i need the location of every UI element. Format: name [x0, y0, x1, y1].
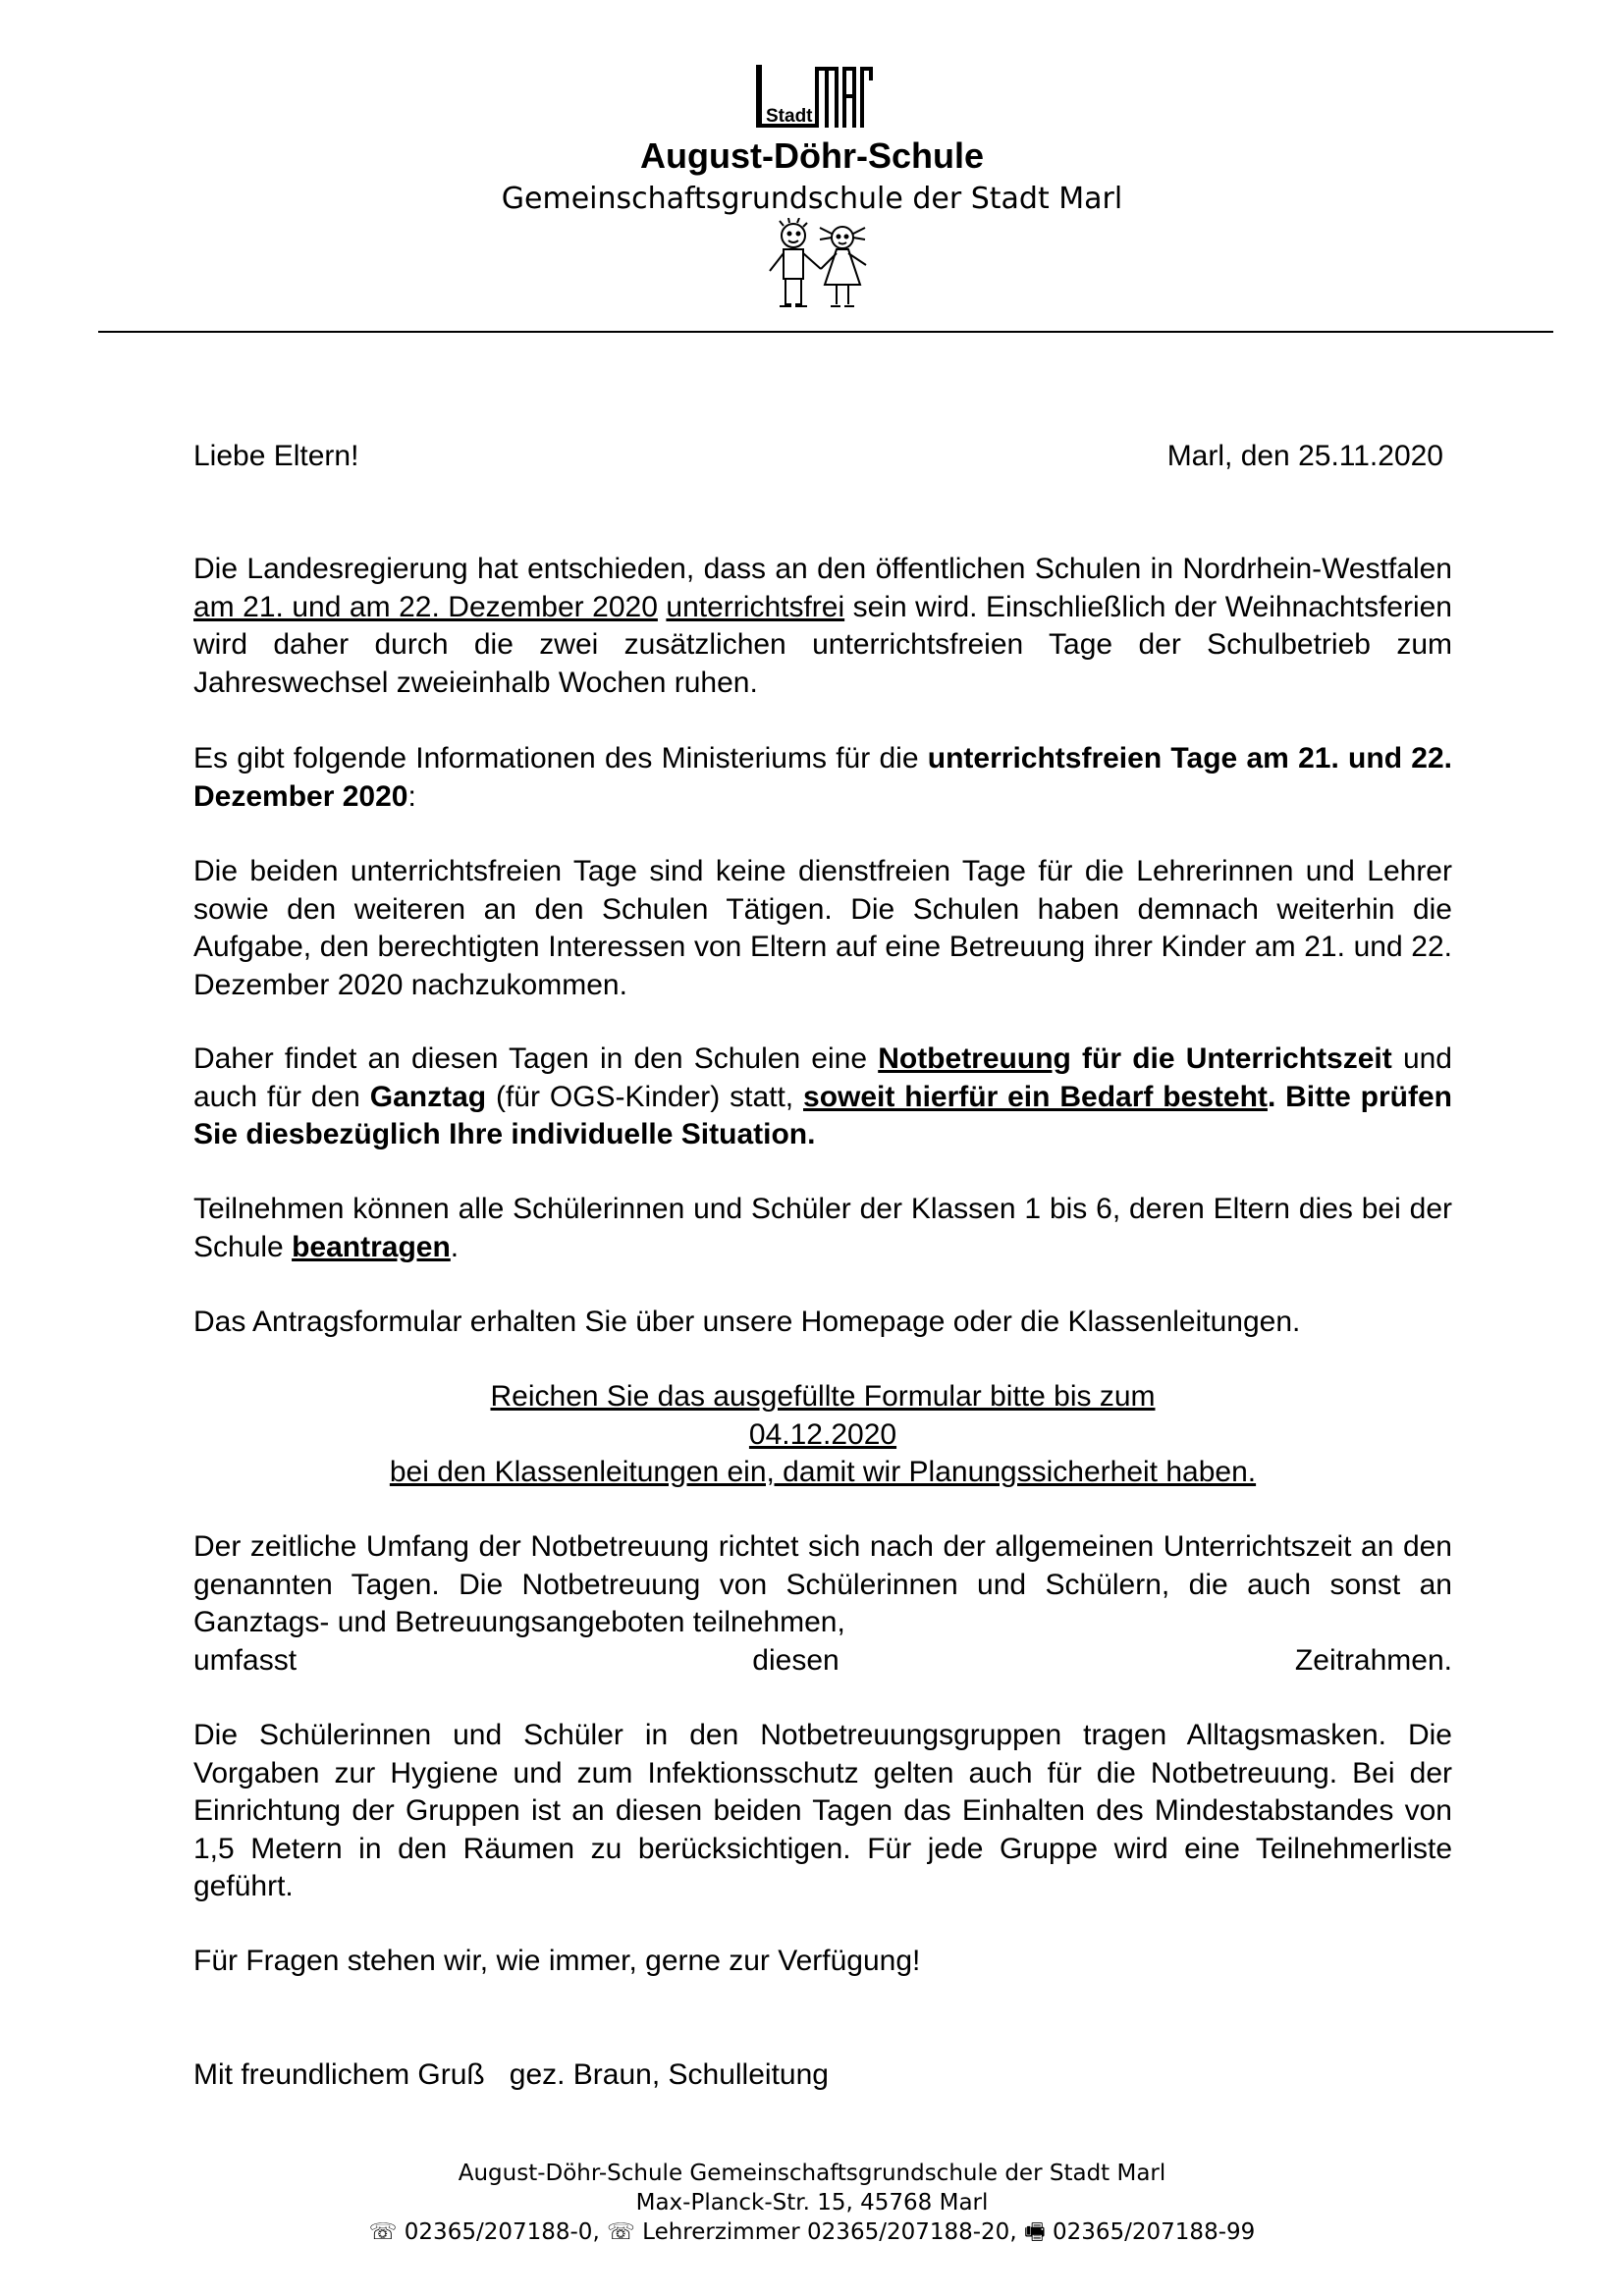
- p2-text-a: Es gibt folgende Informationen des Ministeriums für die: [193, 742, 928, 774]
- paragraph-4: [193, 1041, 1452, 1154]
- footer-address: Max-Planck-Str. 15, 45768 Marl: [635, 2190, 989, 2216]
- footer-school: August-Döhr-Schule Gemeinschaftsgrundschule der Stadt Marl: [458, 2161, 1166, 2186]
- notice-line-3: bei den Klassenleitungen ein, damit wir Planungssicherheit haben.: [389, 1456, 1257, 1488]
- p1-unterrichtsfrei: unterrichtsfrei: [666, 590, 845, 623]
- fax-icon: 🖷: [1023, 2219, 1046, 2245]
- p1-dates: am 21. und am 22. Dezember 2020: [193, 590, 658, 623]
- p4-bitte: . Bitte prüfen Sie diesbezüglich Ihre individuelle Situation.: [193, 1080, 1453, 1150]
- p4-notbetreuung: Notbetreuung: [878, 1042, 1071, 1075]
- footer: [0, 2159, 1624, 2247]
- p7-text-b: umfasst diesen Zeitrahmen.: [193, 1643, 1452, 1677]
- footer-contacts: [0, 2217, 1624, 2247]
- paragraph-5: [193, 1191, 1452, 1266]
- p1-text-a: Die Landesregierung hat entschieden, dass an den öffentlichen Schulen in Nordrhein-Westfalen: [193, 553, 1452, 585]
- p5-beantragen: beantragen: [292, 1230, 451, 1263]
- phone-icon: ☏: [607, 2219, 635, 2245]
- p5-text-c: .: [450, 1230, 460, 1263]
- paragraph-7: [193, 1528, 1452, 1680]
- school-name: August-Döhr-Schule: [640, 135, 984, 176]
- p4-text-f: (für OGS-Kinder) statt,: [486, 1080, 804, 1113]
- paragraph-1: [193, 551, 1452, 702]
- p2-bold: unterrichtsfreien Tage am 21. und 22. Dezember 2020: [193, 742, 1452, 813]
- p4-unterrichtszeit: für die Unterrichtszeit: [1070, 1042, 1392, 1075]
- p1-text-e: sein wird. Einschließlich der Weihnachtsferien wird daher durch die zwei zusätzlichen unterrichtsfreien Tage der Schulbetrieb zum Jahreswechsel zweieinhalb Wochen ruhen.: [193, 590, 1452, 699]
- p2-text-c: :: [407, 779, 416, 813]
- svg-text:Stadt: Stadt: [766, 106, 813, 127]
- p4-bedarf: soweit hierfür ein Bedarf besteht: [803, 1080, 1268, 1113]
- footer-fax: 02365/207188-99: [1045, 2219, 1256, 2245]
- paragraph-6: Das Antragsformular erhalten Sie über unsere Homepage oder die Klassenleitungen.: [193, 1306, 1301, 1338]
- deadline-notice: [193, 1378, 1452, 1492]
- footer-teacher-phone: Lehrerzimmer 02365/207188-20,: [634, 2219, 1024, 2245]
- p7-text-a: Der zeitliche Umfang der Notbetreuung richtet sich nach der allgemeinen Unterrichtszeit an den genannten Tagen. Die Notbetreuung von Schülerinnen und Schülern, die auch sonst an Ganztags- und Betreuungsangeboten teilnehmen,: [193, 1530, 1452, 1638]
- paragraph-8: Die Schülerinnen und Schüler in den Notbetreuungsgruppen tragen Alltagsmasken. Die Vorgaben zur Hygiene und zum Infektionsschutz gelten auch für die Notbetreuung. Bei der Einrichtung der Gruppen ist an diesen beiden Tagen das Einhalten des Mindestabstandes von 1,5 Metern in den Räumen zu berücksichtigen. Für jede Gruppe wird eine Teilnehmerliste geführt.: [193, 1719, 1452, 1902]
- footer-phone: 02365/207188-0,: [397, 2219, 608, 2245]
- notice-line-1: Reichen Sie das ausgefüllte Formular bitte bis zum: [490, 1380, 1156, 1413]
- place-date: Marl, den 25.11.2020: [1166, 440, 1443, 472]
- notice-date: 04.12.2020: [748, 1417, 897, 1451]
- p4-text-a: Daher findet an diesen Tagen in den Schulen eine: [193, 1042, 879, 1075]
- children-illustration: [758, 218, 876, 320]
- phone-icon: ☏: [368, 2219, 398, 2245]
- closing-signature: Mit freundlichem Gruß gez. Braun, Schulleitung: [193, 2058, 829, 2091]
- header-divider: [98, 331, 1553, 333]
- p4-text-d: und auch für den: [193, 1042, 1452, 1113]
- paragraph-9: Für Fragen stehen wir, wie immer, gerne zur Verfügung!: [193, 1945, 921, 1977]
- p4-ganztag: Ganztag: [369, 1080, 487, 1113]
- school-subtitle: Gemeinschaftsgrundschule der Stadt Marl: [501, 182, 1123, 216]
- stadt-marl-logo: [754, 65, 876, 130]
- p5-text-a: Teilnehmen können alle Schülerinnen und Schüler der Klassen 1 bis 6, deren Eltern dies bei der Schule: [193, 1193, 1452, 1263]
- paragraph-2: [193, 740, 1452, 816]
- paragraph-3: Die beiden unterrichtsfreien Tage sind keine dienstfreien Tage für die Lehrerinnen und Lehrer sowie den weiteren an den Schulen Tätigen. Die Schulen haben demnach weiterhin die Aufgabe, den berechtigten Interessen von Eltern auf eine Betreuung ihrer Kinder am 21. und 22. Dezember 2020 nachzukommen.: [193, 855, 1452, 1001]
- salutation: Liebe Eltern!: [193, 440, 359, 472]
